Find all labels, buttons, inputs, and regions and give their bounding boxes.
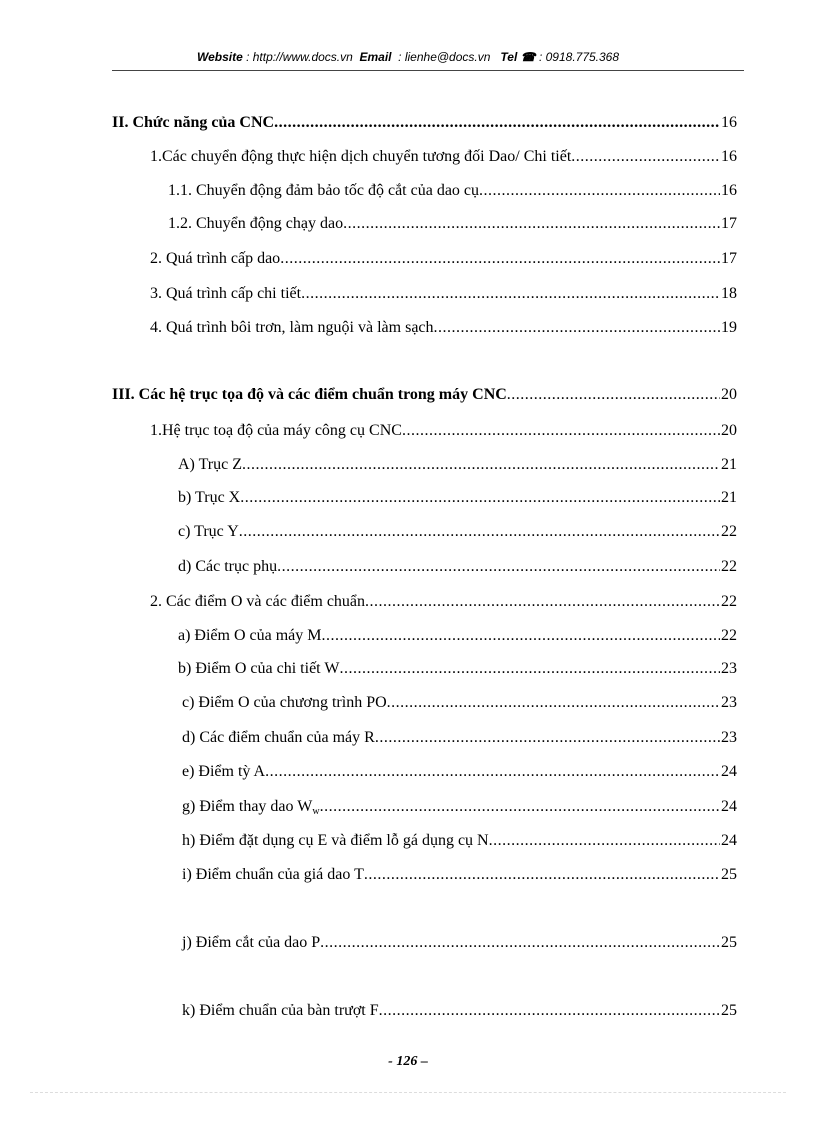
website-url: : http://www.docs.vn bbox=[246, 50, 353, 64]
toc-entry-text: 1.1. Chuyển động đảm bảo tốc độ cắt của dao cụ bbox=[168, 182, 480, 199]
leader-dots bbox=[365, 591, 720, 613]
toc-entry-text: 4. Quá trình bôi trơn, làm nguội và làm sạch bbox=[150, 319, 434, 336]
toc-entry bbox=[182, 692, 737, 714]
toc-entry-text bbox=[182, 796, 320, 823]
page-header bbox=[0, 50, 816, 64]
toc-entry-page: 25 bbox=[721, 934, 737, 951]
toc-entry-page: 22 bbox=[721, 593, 737, 610]
toc-entry bbox=[178, 658, 737, 680]
leader-dots bbox=[479, 180, 720, 202]
leader-dots bbox=[277, 556, 720, 578]
toc-entry-text: c) Điểm O của chương trình PO bbox=[182, 694, 387, 711]
toc-entry-page: 25 bbox=[721, 1002, 737, 1019]
toc-entry-text: A) Trục Z bbox=[178, 456, 243, 473]
toc-entry-page: 16 bbox=[721, 148, 737, 165]
leader-dots bbox=[387, 692, 720, 714]
toc-entry-text: 1.Hệ trục toạ độ của máy công cụ CNC bbox=[150, 422, 402, 439]
email-label: Email bbox=[359, 50, 392, 64]
toc-entry-text: e) Điểm tỳ A bbox=[182, 763, 266, 780]
leader-dots bbox=[265, 761, 720, 783]
leader-dots bbox=[339, 658, 720, 680]
toc-entry bbox=[182, 727, 737, 749]
toc-entry-page: 24 bbox=[721, 763, 737, 780]
toc-entry bbox=[150, 317, 737, 339]
toc-entry-text: a) Điểm O của máy M bbox=[178, 627, 322, 644]
toc-entry bbox=[178, 625, 737, 647]
leader-dots bbox=[320, 796, 720, 818]
toc-entry-page: 25 bbox=[721, 866, 737, 883]
header-divider bbox=[112, 70, 744, 71]
leader-dots bbox=[343, 213, 720, 235]
toc-entry-text: 2. Các điểm O và các điểm chuẩn bbox=[150, 593, 366, 610]
toc-entry-section-3 bbox=[112, 384, 737, 406]
leader-dots bbox=[402, 420, 720, 442]
leader-dots bbox=[507, 384, 720, 406]
tel-label: Tel ☎ bbox=[500, 50, 536, 64]
leader-dots bbox=[242, 454, 720, 476]
toc-entry bbox=[182, 864, 737, 886]
toc-entry-section-2 bbox=[112, 112, 737, 134]
leader-dots bbox=[322, 625, 720, 647]
toc-entry-text: d) Các điểm chuẩn của máy R bbox=[182, 729, 375, 746]
toc-entry-page: 22 bbox=[721, 558, 737, 575]
toc-entry bbox=[150, 283, 737, 305]
toc-entry-page: 20 bbox=[721, 422, 737, 439]
toc-entry-page: 16 bbox=[721, 114, 737, 131]
toc-entry-page: 21 bbox=[721, 456, 737, 473]
toc-entry-text: b) Điểm O của chi tiết W bbox=[178, 660, 340, 677]
toc-entry bbox=[150, 420, 737, 442]
toc-entry-text: h) Điểm đặt dụng cụ E và điểm lỗ gá dụng cụ N bbox=[182, 832, 489, 849]
toc-entry bbox=[178, 487, 737, 509]
toc-entry bbox=[150, 146, 737, 168]
toc-entry-text: b) Trục X bbox=[178, 489, 241, 506]
toc-entry-page: 23 bbox=[721, 729, 737, 746]
leader-dots bbox=[274, 112, 720, 134]
toc-entry-text: 2. Quá trình cấp dao bbox=[150, 250, 281, 267]
toc-entry bbox=[178, 556, 737, 578]
leader-dots bbox=[571, 146, 720, 168]
toc-entry-page: 17 bbox=[721, 215, 737, 232]
toc-entry-page: 21 bbox=[721, 489, 737, 506]
toc-entry-text: j) Điểm cắt của dao P bbox=[182, 934, 321, 951]
leader-dots bbox=[301, 283, 720, 305]
toc-entry bbox=[150, 591, 737, 613]
toc-entry bbox=[182, 1000, 737, 1022]
toc-entry bbox=[182, 830, 737, 852]
toc-entry-page: 17 bbox=[721, 250, 737, 267]
toc-entry bbox=[182, 761, 737, 783]
leader-dots bbox=[375, 727, 720, 749]
toc-entry-text: c) Trục Y bbox=[178, 523, 239, 540]
page-edge-divider bbox=[30, 1092, 786, 1093]
toc-entry bbox=[182, 932, 737, 954]
toc-entry-text: 1.Các chuyển động thực hiện dịch chuyển tương đối Dao/ Chi tiết bbox=[150, 148, 572, 165]
toc-entry-text: i) Điểm chuẩn của giá dao T bbox=[182, 866, 364, 883]
toc-entry-main: g) Điểm thay dao W bbox=[182, 798, 313, 815]
toc-entry-page: 20 bbox=[721, 386, 737, 403]
toc-entry-subscript: w bbox=[312, 806, 320, 817]
website-label: Website bbox=[196, 50, 243, 64]
toc-entry-page: 24 bbox=[721, 798, 737, 815]
toc-entry bbox=[168, 180, 737, 202]
toc-entry-page: 16 bbox=[721, 182, 737, 199]
toc-entry bbox=[178, 521, 737, 543]
leader-dots bbox=[280, 248, 720, 270]
toc-entry-text: d) Các trục phụ bbox=[178, 558, 278, 575]
toc-entry-page: 23 bbox=[721, 660, 737, 677]
leader-dots bbox=[489, 830, 720, 852]
toc-entry-text: 1.2. Chuyển động chạy dao bbox=[168, 215, 344, 232]
tel-value: : 0918.775.368 bbox=[538, 50, 620, 64]
leader-dots bbox=[379, 1000, 720, 1022]
toc-entry-page: 22 bbox=[721, 627, 737, 644]
email-value: : lienhe@docs.vn bbox=[398, 50, 491, 64]
toc-entry-text: k) Điểm chuẩn của bàn trượt F bbox=[182, 1002, 379, 1019]
toc-entry-text: III. Các hệ trục tọa độ và các điểm chuẩn trong máy CNC bbox=[112, 386, 507, 403]
leader-dots bbox=[434, 317, 720, 339]
leader-dots bbox=[364, 864, 720, 886]
toc-entry-text: 3. Quá trình cấp chi tiết bbox=[150, 285, 302, 302]
toc-entry bbox=[150, 248, 737, 270]
leader-dots bbox=[240, 487, 720, 509]
page-number: - 126 – bbox=[388, 1054, 428, 1069]
toc-entry-page: 22 bbox=[721, 523, 737, 540]
toc-entry bbox=[182, 796, 737, 818]
toc-entry-page: 23 bbox=[721, 694, 737, 711]
toc-entry-page: 19 bbox=[721, 319, 737, 336]
toc-entry-text: II. Chức năng của CNC bbox=[112, 114, 275, 131]
toc-entry-page: 24 bbox=[721, 832, 737, 849]
toc-entry-page: 18 bbox=[721, 285, 737, 302]
leader-dots bbox=[239, 521, 720, 543]
leader-dots bbox=[320, 932, 720, 954]
toc-entry bbox=[168, 213, 737, 235]
toc-entry bbox=[178, 454, 737, 476]
